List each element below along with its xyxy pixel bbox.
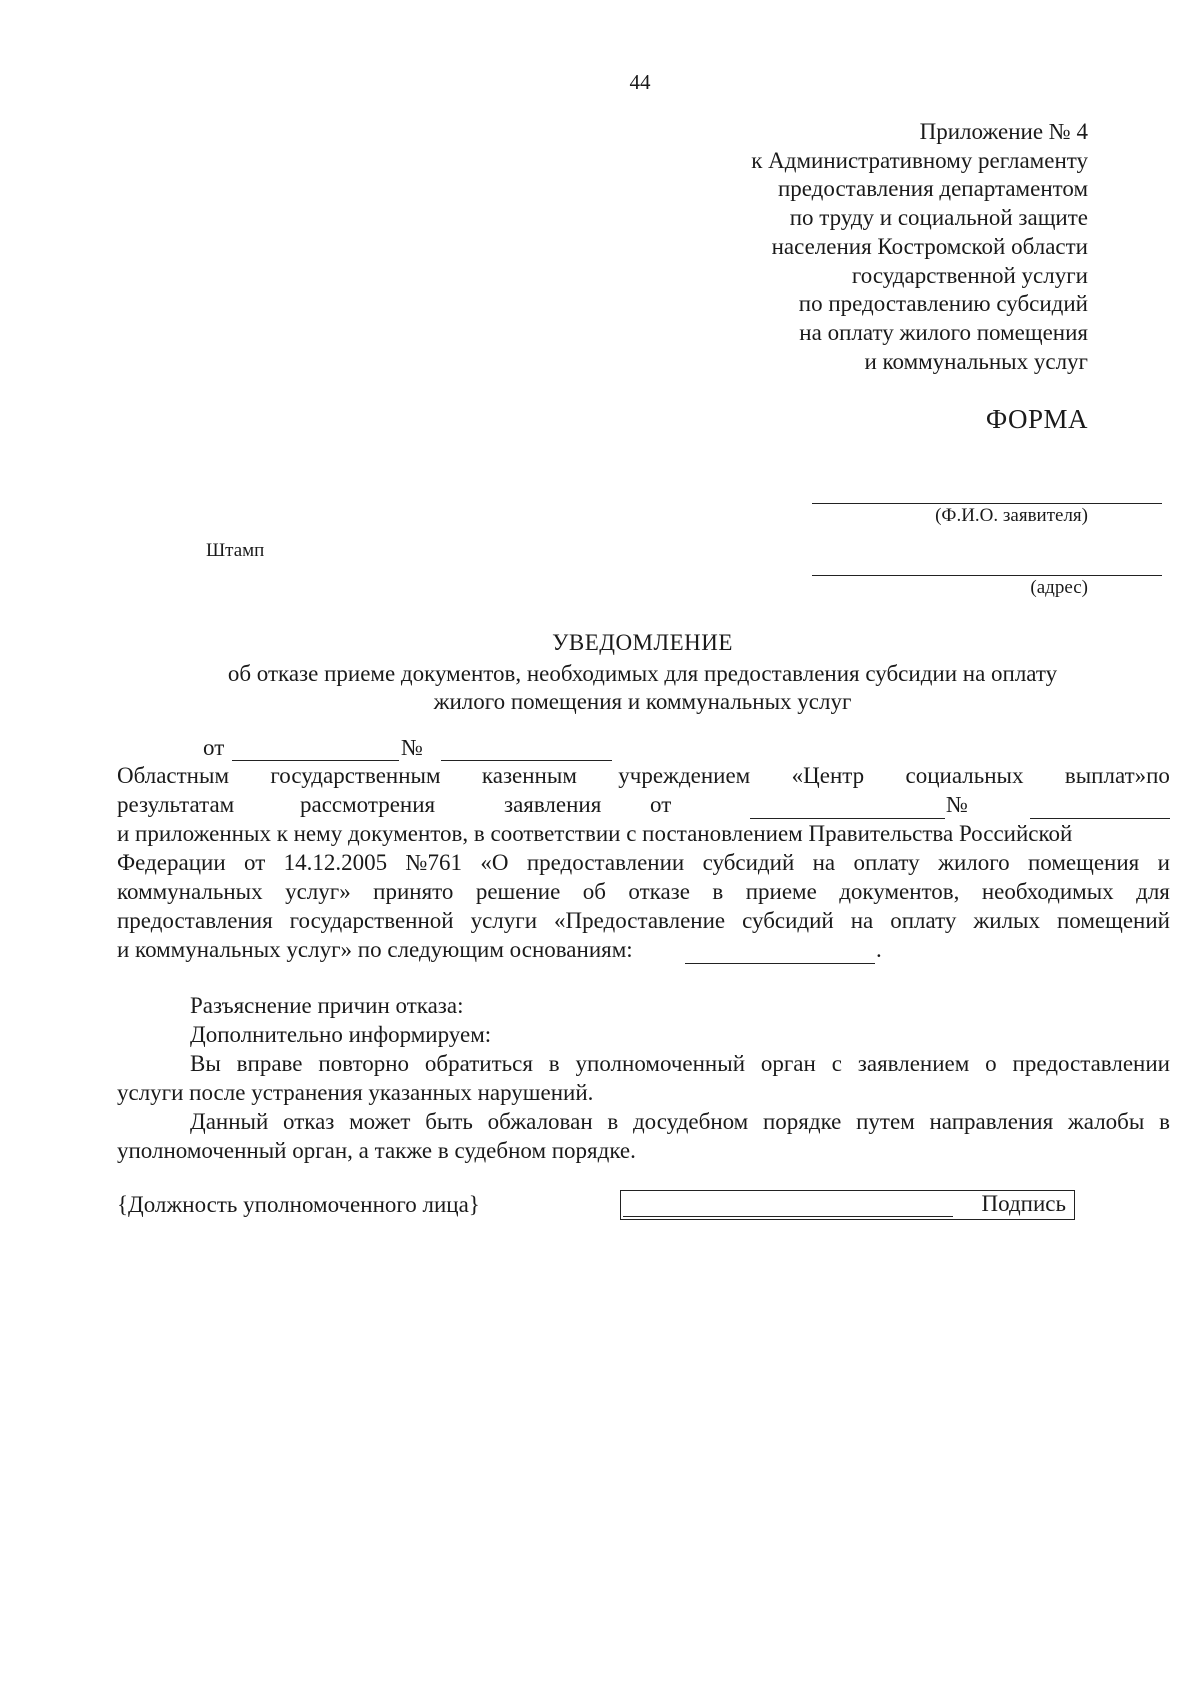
body-word: коммунальных (117, 879, 263, 904)
body-word: в (712, 879, 724, 904)
right-line-1 (190, 1051, 1170, 1077)
body-word: предоставлении (526, 850, 685, 875)
body-line-1 (117, 763, 1170, 789)
body-word: услуг» (285, 879, 351, 904)
appeal-line-1 (190, 1109, 1170, 1135)
appendix-line: государственной услуги (851, 262, 1088, 288)
body-line-5 (117, 879, 1170, 905)
appendix-line: на оплату жилого помещения (799, 319, 1088, 345)
form-label: ФОРМА (985, 404, 1088, 434)
body-word: оплату (853, 850, 920, 875)
body-word: помещений (1057, 908, 1170, 933)
body-word: для (1136, 879, 1170, 904)
body-word: в (548, 1051, 560, 1076)
application-date-field[interactable] (750, 818, 945, 819)
body-word: отказ (283, 1109, 335, 1134)
number-label: № (401, 735, 423, 760)
grounds-field[interactable] (685, 963, 875, 964)
body-word: отказе (628, 879, 690, 904)
body-line-4 (117, 850, 1170, 876)
body-word: приеме (745, 879, 817, 904)
body-word: быть (425, 1109, 473, 1134)
appendix-line: по предоставлению субсидий (798, 291, 1088, 317)
body-word: «О (480, 850, 509, 875)
notice-subtitle (150, 660, 1135, 716)
body-word: выплат»по (1064, 763, 1170, 788)
application-number-label: № (946, 792, 968, 817)
body-word: субсидий (702, 850, 795, 875)
body-word: «Центр (791, 763, 865, 788)
appendix-line: по труду и социальной защите (789, 205, 1088, 231)
body-word: субсидий (742, 908, 834, 933)
body-word: предоставления (117, 908, 273, 933)
notice-subtitle-line: жилого помещения и коммунальных услуг (433, 689, 852, 714)
signature-label: Подпись (981, 1191, 1066, 1216)
body-word: «Предоставление (554, 908, 726, 933)
body-word: необходимых (981, 879, 1114, 904)
body-word: решение (475, 879, 561, 904)
appendix-line: населения Костромской области (771, 233, 1088, 259)
applicant-name-line[interactable] (812, 503, 1162, 504)
appeal-line-2: уполномоченный орган, а также в судебном порядке. (117, 1138, 636, 1163)
appendix-header (751, 118, 1088, 376)
body-word: вправе (236, 1051, 303, 1076)
body-word: предоставлении (1012, 1051, 1170, 1076)
body-word: в (1159, 1109, 1170, 1134)
body-word: Вы (190, 1051, 221, 1076)
stamp-label: Штамп (206, 540, 265, 561)
body-word: направления (929, 1109, 1054, 1134)
date-from-label: от (203, 735, 225, 760)
body-line-2-word: заявления (504, 792, 602, 817)
page-number: 44 (629, 70, 651, 94)
body-word: учреждением (618, 763, 751, 788)
body-word: Данный (190, 1109, 269, 1134)
signature-line (623, 1216, 953, 1217)
body-word: помещения (1027, 850, 1140, 875)
body-line-2-word: результатам (117, 792, 235, 817)
body-word: социальных (905, 763, 1024, 788)
body-word: оплату (890, 908, 957, 933)
body-word: уполномоченный (575, 1051, 745, 1076)
body-line-7-end: . (876, 937, 882, 962)
reasons-label: Разъяснение причин отказа: (190, 993, 464, 1018)
body-word: от (244, 850, 266, 875)
body-line-7: и коммунальных услуг» по следующим основаниям: (117, 937, 633, 962)
body-word: досудебном (632, 1109, 749, 1134)
additional-info-label: Дополнительно информируем: (190, 1022, 492, 1047)
signature-box[interactable] (620, 1190, 1075, 1220)
body-word: государственной (289, 908, 454, 933)
body-word: в (607, 1109, 619, 1134)
body-word: на (850, 908, 874, 933)
appendix-line: и коммунальных услуг (864, 348, 1088, 374)
body-word: порядке (762, 1109, 842, 1134)
applicant-name-caption: (Ф.И.О. заявителя) (935, 505, 1088, 526)
body-word: и (1157, 850, 1170, 875)
body-word: обжалован (487, 1109, 593, 1134)
body-word: заявлением (857, 1051, 970, 1076)
body-word: №761 (405, 850, 462, 875)
applicant-address-line[interactable] (812, 575, 1162, 576)
applicant-address-caption: (адрес) (1030, 577, 1088, 598)
notice-title: УВЕДОМЛЕНИЕ (552, 630, 733, 655)
body-word: принято (373, 879, 454, 904)
appendix-line: к Административному регламенту (751, 147, 1088, 173)
body-word: повторно (318, 1051, 410, 1076)
date-field[interactable] (232, 760, 399, 761)
body-word: может (349, 1109, 411, 1134)
application-number-field[interactable] (1030, 818, 1170, 819)
body-word: казенным (481, 763, 577, 788)
body-word: орган (760, 1051, 816, 1076)
notice-subtitle-line: об отказе приеме документов, необходимых для предоставления субсидии на оплату (227, 661, 1058, 686)
number-field[interactable] (441, 760, 612, 761)
body-word: жилого (938, 850, 1010, 875)
body-word: жалобы (1067, 1109, 1145, 1134)
body-word: путем (856, 1109, 915, 1134)
body-word: государственным (270, 763, 441, 788)
body-word: с (831, 1051, 842, 1076)
body-line-6 (117, 908, 1170, 934)
official-position-label: {Должность уполномоченного лица} (117, 1192, 480, 1217)
right-line-2: услуги после устранения указанных нарушений. (117, 1080, 594, 1105)
body-word: услуги (470, 908, 538, 933)
body-word: на (812, 850, 836, 875)
body-word: обратиться (424, 1051, 533, 1076)
body-word: об (582, 879, 606, 904)
body-line-2-word: рассмотрения (300, 792, 436, 817)
body-line-2-word: от (650, 792, 672, 817)
body-word: о (985, 1051, 997, 1076)
body-line-3: и приложенных к нему документов, в соответствии с постановлением Правительства Российской (117, 821, 1073, 846)
appendix-line: Приложение № 4 (919, 119, 1088, 144)
body-word: жилых (973, 908, 1041, 933)
appendix-line: предоставления департаментом (777, 176, 1088, 202)
body-word: 14.12.2005 (283, 850, 388, 875)
body-word: документов, (839, 879, 960, 904)
body-word: Федерации (117, 850, 226, 875)
body-word: Областным (117, 763, 230, 788)
